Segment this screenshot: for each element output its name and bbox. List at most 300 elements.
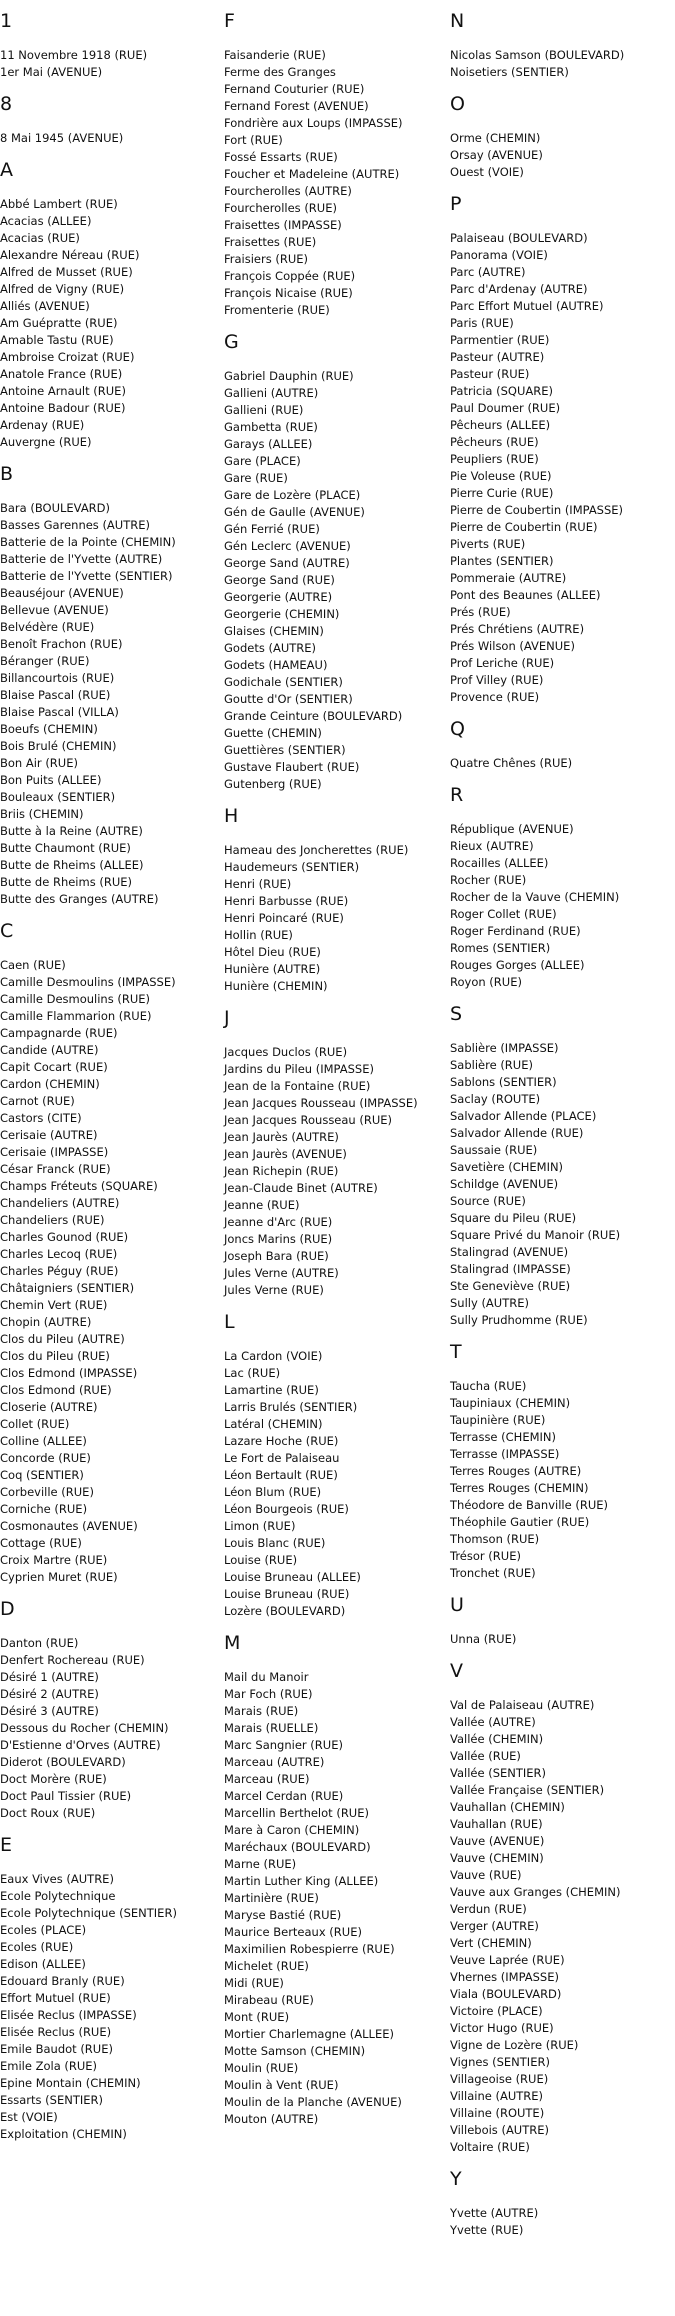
- street-name: Godets (AUTRE): [224, 641, 317, 655]
- section-letter-heading: V: [450, 1660, 463, 1682]
- index-section: [0, 1598, 220, 1822]
- street-name: Epine Montain (CHEMIN): [0, 2076, 141, 2090]
- index-section: [0, 10, 220, 81]
- street-name: Taupinière (RUE): [450, 1413, 546, 1427]
- street-name: Maximilien Robespierre (RUE): [224, 1942, 395, 1956]
- street-name: Chopin (AUTRE): [0, 1315, 92, 1329]
- street-name: Henri Barbusse (RUE): [224, 894, 349, 908]
- index-section: [450, 1594, 675, 1648]
- street-name: Yvette (RUE): [450, 2223, 524, 2237]
- street-name: Pasteur (RUE): [450, 367, 530, 381]
- street-name: Moulin (RUE): [224, 2061, 299, 2075]
- street-name: Batterie de l'Yvette (SENTIER): [0, 569, 173, 583]
- street-list: [224, 368, 446, 793]
- street-name: Blaise Pascal (VILLA): [0, 705, 119, 719]
- section-letter-heading: C: [0, 920, 14, 942]
- street-name: Henri Poincaré (RUE): [224, 911, 344, 925]
- street-list: [450, 2205, 675, 2239]
- street-name: Tronchet (RUE): [450, 1566, 536, 1580]
- street-name: Trésor (RUE): [450, 1549, 521, 1563]
- street-name: Beauséjour (AVENUE): [0, 586, 124, 600]
- street-name: Parc (AUTRE): [450, 265, 526, 279]
- street-name: Roger Collet (RUE): [450, 907, 557, 921]
- street-name: Moulin à Vent (RUE): [224, 2078, 339, 2092]
- street-name: Pêcheurs (ALLEE): [450, 418, 551, 432]
- street-name: Yvette (AUTRE): [450, 2206, 539, 2220]
- street-name: Louise Bruneau (ALLEE): [224, 1570, 361, 1584]
- street-name: Lazare Hoche (RUE): [224, 1434, 339, 1448]
- street-list: [224, 1044, 446, 1299]
- street-name: Billancourtois (RUE): [0, 671, 115, 685]
- street-name: 11 Novembre 1918 (RUE): [0, 48, 148, 62]
- street-name: Léon Bourgeois (RUE): [224, 1502, 349, 1516]
- street-name: 1er Mai (AVENUE): [0, 65, 103, 79]
- street-name: Gare (PLACE): [224, 454, 301, 468]
- street-name: Maréchaux (BOULEVARD): [224, 1840, 371, 1854]
- street-name: Essarts (SENTIER): [0, 2093, 103, 2107]
- street-name: Edison (ALLEE): [0, 1957, 86, 1971]
- street-name: Prof Villey (RUE): [450, 673, 544, 687]
- street-name: Source (RUE): [450, 1194, 526, 1208]
- street-name: Briis (CHEMIN): [0, 807, 84, 821]
- street-name: Limon (RUE): [224, 1519, 296, 1533]
- street-name: Gutenberg (RUE): [224, 777, 322, 791]
- street-name: Collet (RUE): [0, 1417, 70, 1431]
- street-name: Mouton (AUTRE): [224, 2112, 319, 2126]
- street-name: Désiré 2 (AUTRE): [0, 1687, 99, 1701]
- index-section: [224, 1311, 446, 1620]
- street-name: Gallieni (AUTRE): [224, 386, 319, 400]
- street-name: Stalingrad (IMPASSE): [450, 1262, 571, 1276]
- street-name: Camille Desmoulins (RUE): [0, 992, 151, 1006]
- street-list: [224, 47, 446, 319]
- street-name: Exploitation (CHEMIN): [0, 2127, 127, 2141]
- street-name: Eaux Vives (AUTRE): [0, 1872, 114, 1886]
- street-name: Henri (RUE): [224, 877, 292, 891]
- street-name: République (AVENUE): [450, 822, 574, 836]
- street-name: Châtaigniers (SENTIER): [0, 1281, 135, 1295]
- street-name: Butte de Rheims (RUE): [0, 875, 133, 889]
- street-name: Ecoles (RUE): [0, 1940, 74, 1954]
- street-name: Ardenay (RUE): [0, 418, 85, 432]
- street-name: Sablière (RUE): [450, 1058, 533, 1072]
- street-name: Roger Ferdinand (RUE): [450, 924, 581, 938]
- index-section: [0, 463, 220, 908]
- street-name: François Nicaise (RUE): [224, 286, 353, 300]
- index-section: [224, 805, 446, 995]
- street-name: Victor Hugo (RUE): [450, 2021, 554, 2035]
- street-name: Fromenterie (RUE): [224, 303, 330, 317]
- section-letter-heading: U: [450, 1594, 464, 1616]
- street-name: Jeanne d'Arc (RUE): [224, 1215, 333, 1229]
- street-name: Vauve (AVENUE): [450, 1834, 545, 1848]
- street-name: Royon (RUE): [450, 975, 522, 989]
- street-name: Ecole Polytechnique (SENTIER): [0, 1906, 177, 1920]
- street-name: Théophile Gautier (RUE): [450, 1515, 590, 1529]
- index-section: [450, 718, 675, 772]
- street-list: [450, 1631, 675, 1648]
- street-name: Joncs Marins (RUE): [224, 1232, 333, 1246]
- street-name: Louise (RUE): [224, 1553, 298, 1567]
- street-name: Théodore de Banville (RUE): [450, 1498, 608, 1512]
- street-name: Cerisaie (IMPASSE): [0, 1145, 109, 1159]
- column-3: [450, 0, 675, 2239]
- index-section: [0, 1834, 220, 2143]
- street-name: Rieux (AUTRE): [450, 839, 534, 853]
- street-name: Fraisettes (IMPASSE): [224, 218, 342, 232]
- street-name: La Cardon (VOIE): [224, 1349, 323, 1363]
- street-name: Jean de la Fontaine (RUE): [224, 1079, 371, 1093]
- street-name: Abbé Lambert (RUE): [0, 197, 118, 211]
- street-name: Vallée (SENTIER): [450, 1766, 547, 1780]
- section-letter-heading: Y: [450, 2168, 462, 2190]
- street-name: Batterie de l'Yvette (AUTRE): [0, 552, 163, 566]
- street-name: Concorde (RUE): [0, 1451, 91, 1465]
- section-letter-heading: N: [450, 10, 465, 32]
- index-section: [450, 10, 675, 81]
- street-name: Midi (RUE): [224, 1976, 284, 1990]
- street-name: Louis Blanc (RUE): [224, 1536, 326, 1550]
- street-name: Sully Prudhomme (RUE): [450, 1313, 588, 1327]
- street-name: Marais (RUE): [224, 1704, 299, 1718]
- street-name: George Sand (RUE): [224, 573, 335, 587]
- street-name: Alexandre Néreau (RUE): [0, 248, 140, 262]
- street-name: Saclay (ROUTE): [450, 1092, 541, 1106]
- street-name: Anatole France (RUE): [0, 367, 123, 381]
- street-name: Acacias (RUE): [0, 231, 80, 245]
- index-section: [224, 331, 446, 793]
- street-name: Voltaire (RUE): [450, 2140, 530, 2154]
- street-name: Fraisiers (RUE): [224, 252, 309, 266]
- section-letter-heading: O: [450, 93, 465, 115]
- street-name: Gare de Lozère (PLACE): [224, 488, 361, 502]
- street-name: Cardon (CHEMIN): [0, 1077, 100, 1091]
- street-name: Jeanne (RUE): [224, 1198, 300, 1212]
- street-name: Parc d'Ardenay (AUTRE): [450, 282, 588, 296]
- street-name: Marceau (RUE): [224, 1772, 310, 1786]
- street-name: Le Fort de Palaiseau: [224, 1451, 340, 1465]
- street-name: Butte des Granges (AUTRE): [0, 892, 159, 906]
- street-name: Paul Doumer (RUE): [450, 401, 561, 415]
- street-name: Savetière (CHEMIN): [450, 1160, 564, 1174]
- column-2: [224, 0, 446, 2128]
- street-name: Jean Jacques Rousseau (IMPASSE): [224, 1096, 418, 1110]
- street-name: Doct Roux (RUE): [0, 1806, 96, 1820]
- street-name: Pasteur (AUTRE): [450, 350, 545, 364]
- street-name: Cottage (RUE): [0, 1536, 82, 1550]
- street-name: Latéral (CHEMIN): [224, 1417, 323, 1431]
- street-name: Léon Bertault (RUE): [224, 1468, 338, 1482]
- street-list: [224, 1348, 446, 1620]
- street-name: Paris (RUE): [450, 316, 514, 330]
- street-name: Mar Foch (RUE): [224, 1687, 313, 1701]
- section-letter-heading: P: [450, 193, 462, 215]
- section-letter-heading: Q: [450, 718, 465, 740]
- street-name: Chandeliers (AUTRE): [0, 1196, 120, 1210]
- street-name: Godets (HAMEAU): [224, 658, 328, 672]
- street-name: Closerie (AUTRE): [0, 1400, 98, 1414]
- street-name: Taucha (RUE): [450, 1379, 527, 1393]
- street-name: Prés (RUE): [450, 605, 511, 619]
- street-name: Bon Puits (ALLEE): [0, 773, 102, 787]
- street-name: Nicolas Samson (BOULEVARD): [450, 48, 625, 62]
- street-name: Unna (RUE): [450, 1632, 517, 1646]
- street-name: Prof Leriche (RUE): [450, 656, 555, 670]
- street-name: Butte de Rheims (ALLEE): [0, 858, 144, 872]
- section-letter-heading: M: [224, 1632, 241, 1654]
- street-name: Hôtel Dieu (RUE): [224, 945, 321, 959]
- street-name: Veuve Laprée (RUE): [450, 1953, 565, 1967]
- street-name: Guette (CHEMIN): [224, 726, 322, 740]
- street-name: Salvador Allende (PLACE): [450, 1109, 597, 1123]
- street-name: Léon Blum (RUE): [224, 1485, 322, 1499]
- street-name: Clos du Pileu (RUE): [0, 1349, 110, 1363]
- street-name: Colline (ALLEE): [0, 1434, 87, 1448]
- street-name: Jean Jaurès (AVENUE): [224, 1147, 347, 1161]
- street-name: Terres Rouges (CHEMIN): [450, 1481, 589, 1495]
- street-name: Goutte d'Or (SENTIER): [224, 692, 353, 706]
- street-name: Pommeraie (AUTRE): [450, 571, 567, 585]
- section-letter-heading: A: [0, 159, 13, 181]
- street-name: Prés Chrétiens (AUTRE): [450, 622, 585, 636]
- index-section: [450, 193, 675, 706]
- street-name: Elisée Reclus (RUE): [0, 2025, 112, 2039]
- street-name: Prés Wilson (AVENUE): [450, 639, 575, 653]
- street-name: Danton (RUE): [0, 1636, 79, 1650]
- street-name: Désiré 1 (AUTRE): [0, 1670, 99, 1684]
- street-name: Vauve aux Granges (CHEMIN): [450, 1885, 621, 1899]
- street-name: Parc Effort Mutuel (AUTRE): [450, 299, 604, 313]
- street-name: Victoire (PLACE): [450, 2004, 543, 2018]
- street-name: Peupliers (RUE): [450, 452, 539, 466]
- street-name: Vauhallan (RUE): [450, 1817, 543, 1831]
- street-name: Guettières (SENTIER): [224, 743, 346, 757]
- street-name: Camille Desmoulins (IMPASSE): [0, 975, 176, 989]
- street-name: Fort (RUE): [224, 133, 283, 147]
- street-name: Jules Verne (AUTRE): [224, 1266, 339, 1280]
- street-list: [0, 957, 220, 1586]
- street-name: Glaises (CHEMIN): [224, 624, 324, 638]
- street-name: Butte Chaumont (RUE): [0, 841, 131, 855]
- street-name: Belvédère (RUE): [0, 620, 95, 634]
- street-name: Gén Ferrié (RUE): [224, 522, 320, 536]
- street-name: Taupiniaux (CHEMIN): [450, 1396, 571, 1410]
- street-name: Mirabeau (RUE): [224, 1993, 314, 2007]
- section-letter-heading: H: [224, 805, 239, 827]
- street-name: Villebois (AUTRE): [450, 2123, 549, 2137]
- street-name: Marc Sangnier (RUE): [224, 1738, 343, 1752]
- street-name: Clos Edmond (RUE): [0, 1383, 112, 1397]
- street-name: Ferme des Granges: [224, 65, 336, 79]
- street-name: Gambetta (RUE): [224, 420, 318, 434]
- street-name: Square Privé du Manoir (RUE): [450, 1228, 621, 1242]
- street-name: Mont (RUE): [224, 2010, 290, 2024]
- street-name: Ecole Polytechnique: [0, 1889, 116, 1903]
- street-list: [450, 130, 675, 181]
- street-name: Haudemeurs (SENTIER): [224, 860, 360, 874]
- index-section: [450, 93, 675, 181]
- street-name: Val de Palaiseau (AUTRE): [450, 1698, 595, 1712]
- street-name: Vert (CHEMIN): [450, 1936, 532, 1950]
- street-name: Joseph Bara (RUE): [224, 1249, 329, 1263]
- street-name: Marcellin Berthelot (RUE): [224, 1806, 369, 1820]
- street-name: Viala (BOULEVARD): [450, 1987, 562, 2001]
- street-name: Vallée (RUE): [450, 1749, 521, 1763]
- street-name: D'Estienne d'Orves (AUTRE): [0, 1738, 161, 1752]
- street-name: Capit Cocart (RUE): [0, 1060, 108, 1074]
- street-name: Parmentier (RUE): [450, 333, 550, 347]
- street-name: Vallée Française (SENTIER): [450, 1783, 605, 1797]
- street-name: Ouest (VOIE): [450, 165, 524, 179]
- street-name: Caen (RUE): [0, 958, 66, 972]
- street-name: Hollin (RUE): [224, 928, 293, 942]
- street-name: Emile Baudot (RUE): [0, 2042, 113, 2056]
- street-name: Auvergne (RUE): [0, 435, 92, 449]
- street-list: [0, 130, 220, 147]
- street-name: Terrasse (IMPASSE): [450, 1447, 560, 1461]
- street-list: [450, 47, 675, 81]
- street-name: Gén de Gaulle (AVENUE): [224, 505, 365, 519]
- street-name: Clos Edmond (IMPASSE): [0, 1366, 138, 1380]
- street-list: [450, 1040, 675, 1329]
- street-name: Palaiseau (BOULEVARD): [450, 231, 588, 245]
- street-name: Cyprien Muret (RUE): [0, 1570, 118, 1584]
- street-name: Quatre Chênes (RUE): [450, 756, 573, 770]
- section-letter-heading: 8: [0, 93, 13, 115]
- street-name: Diderot (BOULEVARD): [0, 1755, 126, 1769]
- street-name: Dessous du Rocher (CHEMIN): [0, 1721, 169, 1735]
- index-section: [224, 1007, 446, 1299]
- street-list: [0, 500, 220, 908]
- street-list: [224, 1669, 446, 2128]
- street-name: Bellevue (AVENUE): [0, 603, 109, 617]
- street-name: François Coppée (RUE): [224, 269, 356, 283]
- street-name: Maryse Bastié (RUE): [224, 1908, 342, 1922]
- column-1: [0, 0, 220, 2143]
- street-name: Hameau des Joncherettes (RUE): [224, 843, 409, 857]
- street-list: [450, 821, 675, 991]
- street-list: [450, 1378, 675, 1582]
- street-name: Cerisaie (AUTRE): [0, 1128, 98, 1142]
- street-name: César Franck (RUE): [0, 1162, 111, 1176]
- street-list: [0, 1635, 220, 1822]
- street-name: Jacques Duclos (RUE): [224, 1045, 348, 1059]
- street-list: [0, 196, 220, 451]
- street-name: Vauhallan (CHEMIN): [450, 1800, 565, 1814]
- index-section: [0, 93, 220, 147]
- street-name: Foucher et Madeleine (AUTRE): [224, 167, 400, 181]
- index-section: [450, 1341, 675, 1582]
- street-name: Mortier Charlemagne (ALLEE): [224, 2027, 394, 2041]
- street-name: Croix Martre (RUE): [0, 1553, 108, 1567]
- street-name: Maurice Berteaux (RUE): [224, 1925, 362, 1939]
- street-name: Camille Flammarion (RUE): [0, 1009, 152, 1023]
- street-name: Alfred de Vigny (RUE): [0, 282, 125, 296]
- street-name: Candide (AUTRE): [0, 1043, 99, 1057]
- street-name: Gabriel Dauphin (RUE): [224, 369, 354, 383]
- street-name: Hunière (CHEMIN): [224, 979, 328, 993]
- section-letter-heading: B: [0, 463, 14, 485]
- section-letter-heading: J: [224, 1007, 230, 1029]
- street-list: [450, 1697, 675, 2156]
- street-name: Antoine Badour (RUE): [0, 401, 126, 415]
- street-name: Fourcherolles (RUE): [224, 201, 337, 215]
- street-name: Pie Voleuse (RUE): [450, 469, 552, 483]
- street-name: 8 Mai 1945 (AVENUE): [0, 131, 124, 145]
- street-name: Alfred de Musset (RUE): [0, 265, 133, 279]
- street-name: Marais (RUELLE): [224, 1721, 319, 1735]
- section-letter-heading: F: [224, 10, 235, 32]
- index-section: [450, 1660, 675, 2156]
- street-name: Rouges Gorges (ALLEE): [450, 958, 585, 972]
- street-name: Lozère (BOULEVARD): [224, 1604, 346, 1618]
- street-name: Michelet (RUE): [224, 1959, 309, 1973]
- street-name: Plantes (SENTIER): [450, 554, 554, 568]
- street-name: Champs Fréteuts (SQUARE): [0, 1179, 158, 1193]
- street-name: Jean Jacques Rousseau (RUE): [224, 1113, 393, 1127]
- street-name: Marne (RUE): [224, 1857, 297, 1871]
- street-name: Fernand Couturier (RUE): [224, 82, 365, 96]
- street-list: [0, 1871, 220, 2143]
- street-name: Villageoise (RUE): [450, 2072, 549, 2086]
- street-name: Corniche (RUE): [0, 1502, 88, 1516]
- street-name: Gustave Flaubert (RUE): [224, 760, 360, 774]
- street-name: Marceau (AUTRE): [224, 1755, 325, 1769]
- street-name: Benoît Frachon (RUE): [0, 637, 123, 651]
- index-section: [224, 10, 446, 319]
- section-letter-heading: E: [0, 1834, 13, 1856]
- street-name: Bois Brulé (CHEMIN): [0, 739, 117, 753]
- street-name: Square du Pileu (RUE): [450, 1211, 577, 1225]
- street-name: Bara (BOULEVARD): [0, 501, 111, 515]
- street-name: Basses Garennes (AUTRE): [0, 518, 150, 532]
- street-name: Provence (RUE): [450, 690, 540, 704]
- street-name: Sully (AUTRE): [450, 1296, 529, 1310]
- street-name: Charles Péguy (RUE): [0, 1264, 119, 1278]
- street-name: Rocailles (ALLEE): [450, 856, 549, 870]
- street-name: Antoine Arnault (RUE): [0, 384, 126, 398]
- street-name: Rocher (RUE): [450, 873, 527, 887]
- street-name: Am Guépratte (RUE): [0, 316, 118, 330]
- street-name: Batterie de la Pointe (CHEMIN): [0, 535, 176, 549]
- section-letter-heading: 1: [0, 10, 13, 32]
- street-name: Vallée (AUTRE): [450, 1715, 536, 1729]
- street-name: Sablière (IMPASSE): [450, 1041, 559, 1055]
- street-name: Bouleaux (SENTIER): [0, 790, 116, 804]
- street-name: Ambroise Croizat (RUE): [0, 350, 135, 364]
- street-name: Edouard Branly (RUE): [0, 1974, 125, 1988]
- street-name: Faisanderie (RUE): [224, 48, 326, 62]
- street-name: Villaine (AUTRE): [450, 2089, 543, 2103]
- street-name: Orme (CHEMIN): [450, 131, 541, 145]
- street-name: Terres Rouges (AUTRE): [450, 1464, 582, 1478]
- street-name: Vhernes (IMPASSE): [450, 1970, 559, 1984]
- street-name: Béranger (RUE): [0, 654, 90, 668]
- street-name: Georgerie (CHEMIN): [224, 607, 340, 621]
- street-name: Jardins du Pileu (IMPASSE): [224, 1062, 374, 1076]
- street-name: Castors (CITE): [0, 1111, 82, 1125]
- street-name: Vauve (RUE): [450, 1868, 522, 1882]
- street-name: Pierre Curie (RUE): [450, 486, 554, 500]
- street-name: Blaise Pascal (RUE): [0, 688, 111, 702]
- street-name: Gare (RUE): [224, 471, 288, 485]
- street-name: Gallieni (RUE): [224, 403, 304, 417]
- street-name: Panorama (VOIE): [450, 248, 548, 262]
- street-name: Désiré 3 (AUTRE): [0, 1704, 99, 1718]
- section-letter-heading: S: [450, 1003, 463, 1025]
- street-name: Larris Brulés (SENTIER): [224, 1400, 358, 1414]
- street-name: Martin Luther King (ALLEE): [224, 1874, 379, 1888]
